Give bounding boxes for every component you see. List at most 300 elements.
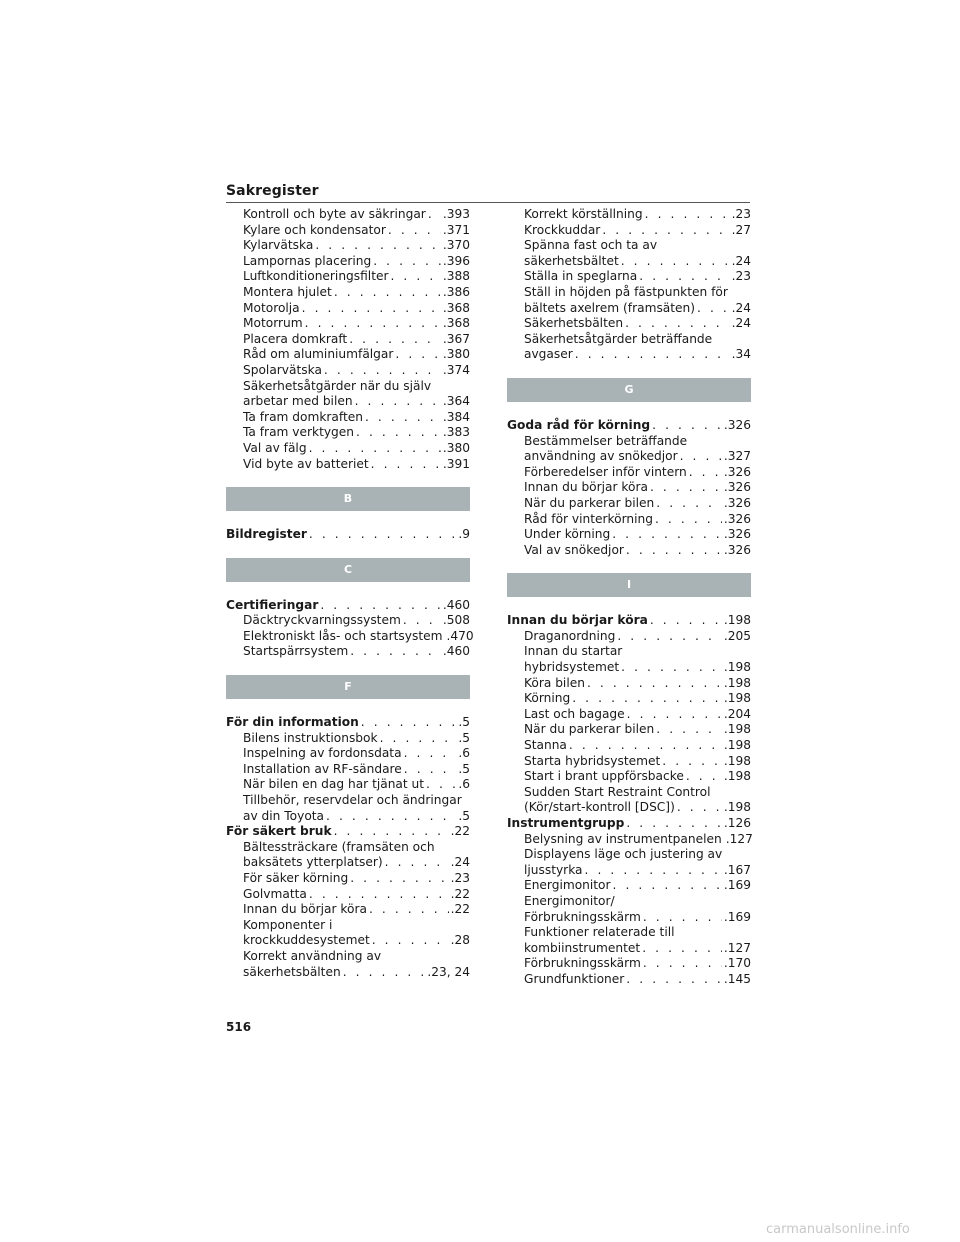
page-header: [226, 180, 750, 203]
index-sub-entry: [507, 465, 751, 481]
page-reference[interactable]: .326: [723, 495, 751, 510]
page-reference[interactable]: .326: [723, 464, 751, 479]
leader-dots: [625, 316, 730, 332]
leader-dots: [380, 731, 457, 747]
entry-term: Krockkuddar: [524, 222, 601, 237]
entry-term: Förbrukningsskärm: [524, 956, 641, 971]
index-sub-entry: [507, 207, 751, 223]
entry-term: Goda råd för körning: [507, 417, 651, 432]
leader-dots: [302, 301, 441, 317]
index-sub-entry: [226, 332, 470, 348]
page-reference[interactable]: .460: [442, 644, 470, 659]
index-sub-entry: [507, 269, 751, 285]
index-sub-entry: [507, 644, 751, 660]
entry-term: Innan du börjar köra: [524, 480, 648, 495]
index-sub-entry: [226, 918, 470, 934]
entry-term: Bestämmelser beträffande: [524, 433, 688, 448]
index-sub-entry: [507, 480, 751, 496]
entry-term: Installation av RF-sändare: [243, 761, 402, 776]
index-sub-entry: [507, 332, 751, 348]
index-sub-entry: [226, 644, 470, 660]
entry-term: Råd om aluminiumfälgar: [243, 347, 394, 362]
index-sub-entry: [226, 285, 470, 301]
entry-term: Inspelning av fordonsdata: [243, 746, 402, 761]
index-sub-entry: [507, 956, 751, 972]
page-reference[interactable]: .383: [442, 425, 470, 440]
page-reference[interactable]: .24: [731, 316, 751, 331]
entry-term: Sudden Start Restraint Control: [524, 784, 711, 799]
entry-term: Däcktryckvarningssystem: [243, 613, 401, 628]
index-main-entry: [226, 598, 470, 614]
entry-term: Ta fram verktygen: [243, 425, 355, 440]
index-sub-entry: [226, 809, 470, 825]
entry-term: Draganordning: [524, 628, 616, 643]
index-sub-entry: [507, 769, 751, 785]
index-column-right: [507, 207, 751, 988]
page-reference[interactable]: .460: [442, 597, 470, 612]
leader-dots: [404, 746, 457, 762]
leader-dots: [309, 527, 456, 543]
leader-dots: [602, 223, 729, 239]
leader-dots: [334, 285, 441, 301]
index-column-left: [226, 207, 474, 980]
entry-term: Säkerhetsåtgärder beträffande: [524, 331, 713, 346]
watermark: carmanualsonline.info: [766, 1222, 910, 1237]
page-reference[interactable]: .396: [442, 253, 470, 268]
leader-dots: [426, 777, 456, 793]
entry-term: Motorrum: [243, 316, 303, 331]
index-sub-entry: [507, 301, 751, 317]
page-reference[interactable]: .508: [442, 613, 470, 628]
entry-term: Förberedelser inför vintern: [524, 464, 687, 479]
entry-term: Tillbehör, reservdelar och ändringar: [243, 793, 462, 808]
letter-section-header: I: [507, 573, 751, 597]
entry-term: Bildregister: [226, 527, 307, 542]
page-reference[interactable]: .384: [442, 409, 470, 424]
entry-term: Startspärrsystem: [243, 644, 349, 659]
index-sub-entry: [507, 512, 751, 528]
index-main-entry: [226, 715, 470, 731]
entry-term: Kontroll och byte av säkringar: [243, 207, 426, 221]
page-reference[interactable]: .22: [450, 886, 470, 901]
leader-dots: [309, 441, 441, 457]
entry-term: Innan du börjar köra: [243, 902, 367, 917]
entry-term: Ställa in speglarna: [524, 269, 638, 284]
index-sub-entry: [507, 254, 751, 270]
index-sub-entry: [226, 933, 470, 949]
index-sub-entry: [226, 207, 470, 223]
index-sub-entry: [507, 863, 751, 879]
leader-dots: [650, 613, 722, 629]
index-sub-entry: [507, 910, 751, 926]
page-reference[interactable]: .24: [731, 253, 751, 268]
index-sub-entry: [226, 379, 470, 395]
index-sub-entry: [507, 754, 751, 770]
entry-term: Belysning av instrumentpanelen: [524, 831, 722, 846]
index-sub-entry: [507, 894, 751, 910]
entry-term: Köra bilen: [524, 675, 585, 690]
page-reference[interactable]: .326: [723, 480, 751, 495]
page-reference[interactable]: .5: [458, 808, 470, 823]
index-main-entry: [226, 824, 470, 840]
leader-dots: [689, 465, 722, 481]
page-reference[interactable]: .9: [458, 527, 470, 542]
entry-term: Bilens instruktionsbok: [243, 730, 378, 745]
entry-term: Kylarvätska: [243, 238, 314, 253]
index-sub-entry: [226, 762, 470, 778]
entry-term: kombiinstrumentet: [524, 940, 641, 955]
leader-dots: [677, 800, 722, 816]
entry-term: När bilen en dag har tjänat ut: [243, 777, 425, 792]
index-sub-entry: [507, 223, 751, 239]
leader-dots: [587, 676, 722, 692]
page-reference[interactable]: .386: [442, 284, 470, 299]
index-sub-entry: [507, 660, 751, 676]
entry-term: Råd för vinterkörning: [524, 511, 653, 526]
entry-term: säkerhetsbältet: [524, 253, 619, 268]
index-sub-entry: [507, 738, 751, 754]
entry-term: avgaser: [524, 347, 573, 362]
leader-dots: [428, 207, 441, 223]
page-reference[interactable]: .5: [458, 715, 470, 730]
entry-term: Spänna fast och ta av: [524, 238, 658, 253]
index-sub-entry: [507, 878, 751, 894]
leader-dots: [350, 871, 448, 887]
index-sub-entry: [507, 972, 751, 988]
index-sub-entry: [226, 887, 470, 903]
index-sub-entry: [226, 855, 470, 871]
page-reference[interactable]: .374: [442, 362, 470, 377]
page-reference[interactable]: .470: [446, 628, 474, 643]
page-reference[interactable]: .23: [731, 207, 751, 221]
index-sub-entry: [226, 793, 470, 809]
entry-term: För säkert bruk: [226, 824, 332, 839]
entry-term: Förbrukningsskärm: [524, 909, 641, 924]
page-reference[interactable]: .170: [723, 956, 751, 971]
index-sub-entry: [226, 394, 470, 410]
page-reference[interactable]: .24: [731, 300, 751, 315]
entry-term: Energimonitor/: [524, 893, 615, 908]
page-reference[interactable]: .380: [442, 440, 470, 455]
entry-term: säkerhetsbälten: [243, 964, 341, 979]
entry-term: krockkuddesystemet: [243, 933, 370, 948]
entry-term: baksätets ytterplatser): [243, 855, 383, 870]
entry-term: Körning: [524, 691, 571, 706]
leader-dots: [655, 512, 722, 528]
entry-term: Golvmatta: [243, 886, 307, 901]
index-sub-entry: [507, 449, 751, 465]
page-reference[interactable]: .393: [442, 207, 470, 221]
leader-dots: [642, 941, 722, 957]
leader-dots: [617, 629, 722, 645]
page-reference[interactable]: .127: [725, 831, 753, 846]
page-reference[interactable]: .169: [723, 909, 751, 924]
entry-term: bältets axelrem (framsäten): [524, 300, 696, 315]
leader-dots: [371, 457, 441, 473]
page-reference[interactable]: .198: [723, 800, 751, 815]
entry-term: Grundfunktioner: [524, 971, 625, 986]
entry-term: Bältessträckare (framsäten och: [243, 839, 435, 854]
entry-term: Energimonitor: [524, 878, 611, 893]
index-sub-entry: [507, 285, 751, 301]
entry-term: arbetar med bilen: [243, 394, 353, 409]
page-reference[interactable]: .198: [723, 769, 751, 784]
page-reference[interactable]: .198: [723, 660, 751, 675]
page-reference[interactable]: .326: [723, 511, 751, 526]
index-sub-entry: [226, 731, 470, 747]
entry-term: Lampornas placering: [243, 253, 372, 268]
leader-dots: [355, 394, 441, 410]
entry-term: av din Toyota: [243, 808, 325, 823]
page-reference[interactable]: .198: [723, 613, 751, 628]
leader-dots: [326, 809, 456, 825]
entry-term: För din information: [226, 715, 359, 730]
entry-term: Displayens läge och justering av: [524, 847, 723, 862]
entry-term: Ställ in höjden på fästpunkten för: [524, 284, 728, 299]
leader-dots: [309, 887, 449, 903]
page-reference[interactable]: .368: [442, 316, 470, 331]
entry-term: Ta fram domkraften: [243, 409, 363, 424]
entry-term: Val av snökedjor: [524, 542, 624, 557]
letter-section-header: F: [226, 675, 470, 699]
entry-term: Start i brant uppförsbacke: [524, 769, 684, 784]
index-sub-entry: [226, 269, 470, 285]
leader-dots: [350, 644, 441, 660]
entry-term: Elektroniskt lås- och startsystem: [243, 628, 443, 643]
index-sub-entry: [507, 316, 751, 332]
index-sub-entry: [226, 746, 470, 762]
leader-dots: [656, 496, 722, 512]
leader-dots: [305, 316, 441, 332]
entry-term: Vid byte av batteriet: [243, 456, 369, 471]
leader-dots: [372, 933, 449, 949]
entry-term: När du parkerar bilen: [524, 722, 655, 737]
page-reference[interactable]: .34: [731, 347, 751, 362]
entry-term: Starta hybridsystemet: [524, 753, 661, 768]
entry-term: Komponenter i: [243, 917, 333, 932]
page-reference[interactable]: .370: [442, 238, 470, 253]
page-reference[interactable]: .326: [723, 417, 751, 432]
index-sub-entry: [507, 925, 751, 941]
index-sub-entry: [226, 457, 470, 473]
index-sub-entry: [507, 785, 751, 801]
leader-dots: [403, 613, 441, 629]
entry-term: Last och bagage: [524, 706, 625, 721]
entry-term: Innan du börjar köra: [507, 613, 648, 628]
page-reference[interactable]: .23, 24: [427, 964, 470, 979]
entry-term: Val av fälg: [243, 440, 307, 455]
leader-dots: [697, 301, 730, 317]
leader-dots: [343, 965, 426, 981]
leader-dots: [575, 347, 730, 363]
leader-dots: [627, 707, 722, 723]
leader-dots: [315, 238, 441, 254]
page-reference[interactable]: .28: [450, 933, 470, 948]
leader-dots: [585, 863, 722, 879]
entry-term: När du parkerar bilen: [524, 495, 655, 510]
page-reference[interactable]: .127: [723, 940, 751, 955]
page-reference[interactable]: .198: [723, 722, 751, 737]
page-reference[interactable]: .371: [442, 222, 470, 237]
index-sub-entry: [507, 238, 751, 254]
page-reference[interactable]: .198: [723, 753, 751, 768]
page-reference[interactable]: .367: [442, 331, 470, 346]
index-sub-entry: [507, 800, 751, 816]
index-sub-entry: [507, 347, 751, 363]
index-sub-entry: [226, 902, 470, 918]
entry-term: Motorolja: [243, 300, 300, 315]
leader-dots: [356, 425, 441, 441]
index-sub-entry: [226, 347, 470, 363]
leader-dots: [572, 691, 722, 707]
page-reference[interactable]: .364: [442, 394, 470, 409]
entry-term: Stanna: [524, 738, 567, 753]
leader-dots: [324, 363, 441, 379]
page-reference[interactable]: .169: [723, 878, 751, 893]
letter-section-header: G: [507, 378, 751, 402]
page-reference[interactable]: .24: [450, 855, 470, 870]
entry-term: Instrumentgrupp: [507, 816, 625, 830]
entry-term: Korrekt körställning: [524, 207, 643, 221]
page-reference[interactable]: .388: [442, 269, 470, 284]
index-sub-entry: [507, 847, 751, 863]
leader-dots: [569, 738, 722, 754]
letter-section-header: B: [226, 487, 470, 511]
leader-dots: [639, 269, 729, 285]
entry-term: Korrekt användning av: [243, 948, 382, 963]
entry-term: Certifieringar: [226, 597, 319, 612]
page-reference[interactable]: .198: [723, 738, 751, 753]
leader-dots: [656, 722, 722, 738]
entry-term: (Kör/start-kontroll [DSC]): [524, 800, 675, 815]
entry-term: Funktioner relaterade till: [524, 925, 675, 940]
index-main-entry: [507, 418, 751, 434]
page-reference[interactable]: .27: [731, 222, 751, 237]
page-reference[interactable]: .5: [458, 761, 470, 776]
entry-term: ljusstyrka: [524, 862, 583, 877]
page-reference[interactable]: .23: [450, 871, 470, 885]
page-reference[interactable]: .327: [723, 449, 751, 464]
entry-term: Luftkonditioneringsfilter: [243, 269, 389, 284]
entry-term: Säkerhetsåtgärder när du själv: [243, 378, 432, 393]
leader-dots: [404, 762, 457, 778]
leader-dots: [390, 269, 440, 285]
index-sub-entry: [226, 777, 470, 793]
index-main-entry: [226, 527, 470, 543]
leader-dots: [613, 878, 722, 894]
leader-dots: [680, 449, 722, 465]
entry-term: Kylare och kondensator: [243, 222, 386, 237]
index-sub-entry: [507, 722, 751, 738]
page-reference[interactable]: .198: [723, 675, 751, 690]
index-sub-entry: [507, 941, 751, 957]
page-reference[interactable]: .326: [723, 542, 751, 557]
entry-term: Säkerhetsbälten: [524, 316, 624, 331]
index-sub-entry: [507, 707, 751, 723]
index-sub-entry: [226, 301, 470, 317]
index-sub-entry: [226, 316, 470, 332]
entry-term: För säker körning: [243, 871, 349, 885]
index-sub-entry: [507, 832, 751, 848]
leader-dots: [621, 254, 730, 270]
page-reference[interactable]: .5: [458, 730, 470, 745]
index-sub-entry: [226, 410, 470, 426]
page-reference[interactable]: .167: [723, 862, 751, 877]
page-reference[interactable]: .391: [442, 456, 470, 471]
page-reference[interactable]: .326: [723, 527, 751, 542]
index-sub-entry: [507, 496, 751, 512]
leader-dots: [385, 855, 449, 871]
entry-term: Under körning: [524, 527, 611, 542]
leader-dots: [686, 769, 722, 785]
leader-dots: [626, 543, 722, 559]
page-number: 516: [226, 1020, 252, 1034]
leader-dots: [349, 332, 441, 348]
leader-dots: [626, 816, 722, 832]
index-sub-entry: [226, 840, 470, 856]
leader-dots: [320, 598, 441, 614]
page-reference[interactable]: .198: [723, 691, 751, 706]
leader-dots: [365, 410, 441, 426]
leader-dots: [645, 207, 730, 223]
index-sub-entry: [507, 691, 751, 707]
entry-term: Placera domkraft: [243, 331, 348, 346]
entry-term: Innan du startar: [524, 644, 623, 659]
index-sub-entry: [507, 676, 751, 692]
page-reference[interactable]: .23: [731, 269, 751, 284]
leader-dots: [612, 527, 722, 543]
index-sub-entry: [226, 965, 470, 981]
index-sub-entry: [507, 527, 751, 543]
page-reference[interactable]: .22: [450, 824, 470, 839]
page-reference[interactable]: .145: [723, 971, 751, 986]
index-title: Sakregister: [226, 183, 319, 199]
page-reference[interactable]: .204: [723, 706, 751, 721]
page-reference[interactable]: .6: [458, 777, 470, 792]
index-sub-entry: [226, 254, 470, 270]
leader-dots: [334, 824, 449, 840]
index-main-entry: [507, 816, 751, 832]
leader-dots: [626, 972, 722, 988]
leader-dots: [662, 754, 722, 770]
leader-dots: [373, 254, 441, 270]
index-sub-entry: [226, 871, 470, 887]
page-reference[interactable]: .205: [723, 628, 751, 643]
index-sub-entry: [226, 363, 470, 379]
index-sub-entry: [226, 441, 470, 457]
leader-dots: [652, 418, 722, 434]
page-reference[interactable]: .368: [442, 300, 470, 315]
letter-section-header: C: [226, 558, 470, 582]
index-sub-entry: [507, 543, 751, 559]
leader-dots: [643, 956, 722, 972]
page-reference[interactable]: .380: [442, 347, 470, 362]
index-sub-entry: [226, 628, 474, 645]
page-reference[interactable]: .6: [458, 746, 470, 761]
index-sub-entry: [226, 949, 470, 965]
leader-dots: [361, 715, 457, 731]
entry-term: Montera hjulet: [243, 284, 332, 299]
page-reference[interactable]: .126: [723, 816, 751, 830]
entry-term: Spolarvätska: [243, 362, 322, 377]
leader-dots: [621, 660, 722, 676]
leader-dots: [369, 902, 449, 918]
leader-dots: [388, 223, 441, 239]
leader-dots: [395, 347, 440, 363]
index-sub-entry: [226, 425, 470, 441]
entry-term: användning av snökedjor: [524, 449, 678, 464]
page-reference[interactable]: .22: [450, 902, 470, 917]
